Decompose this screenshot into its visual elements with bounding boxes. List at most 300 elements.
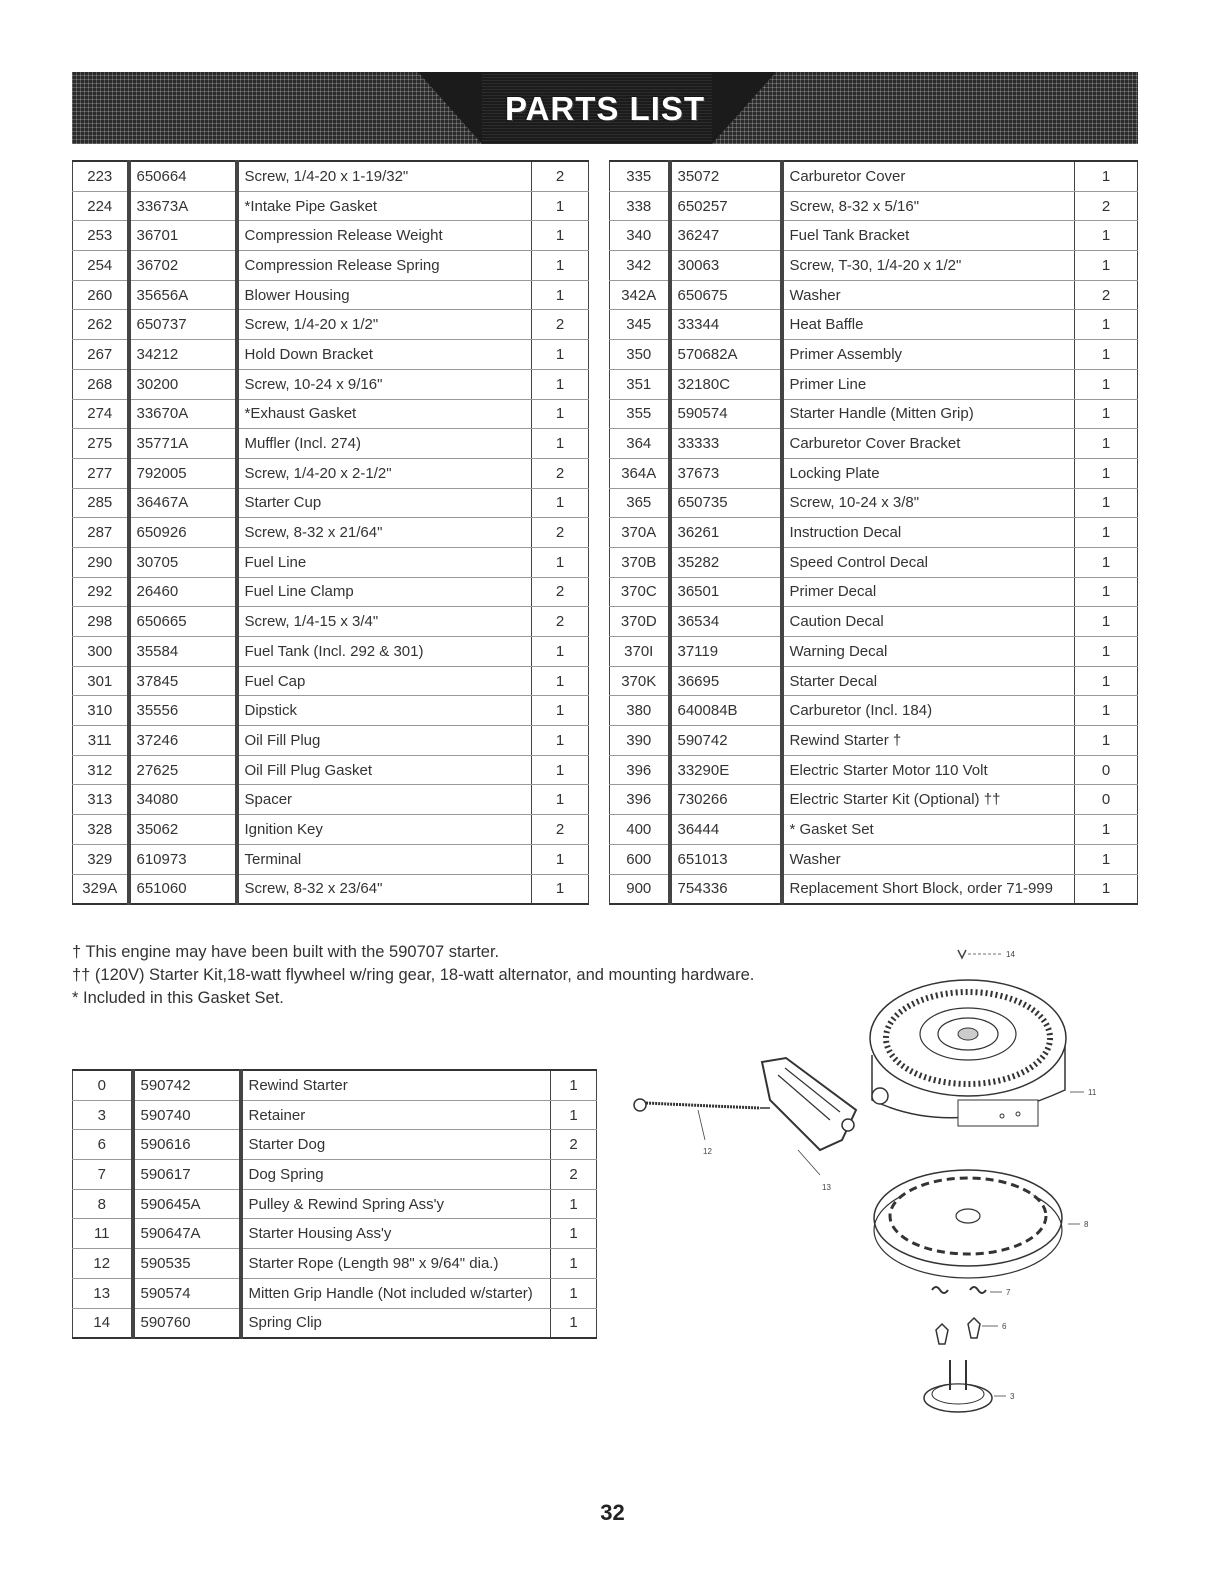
quantity-cell: 1 <box>532 191 589 221</box>
quantity-cell: 2 <box>532 310 589 340</box>
ref-number-cell: 396 <box>610 755 670 785</box>
footnote-gasket-set: * Included in this Gasket Set. <box>72 989 284 1007</box>
footnote-starter: † This engine may have been built with the 590707 starter. <box>72 943 500 961</box>
part-number-cell: 590742 <box>670 726 782 756</box>
quantity-cell: 1 <box>1075 547 1138 577</box>
ref-number-cell: 290 <box>73 547 129 577</box>
part-number-cell: 650257 <box>670 191 782 221</box>
description-cell: Blower Housing <box>237 280 532 310</box>
part-number-cell: 30705 <box>129 547 237 577</box>
part-number-cell: 36695 <box>670 666 782 696</box>
table-row <box>73 1219 597 1249</box>
quantity-cell: 1 <box>551 1308 597 1338</box>
ref-number-cell: 390 <box>610 726 670 756</box>
part-number-cell: 35656A <box>129 280 237 310</box>
description-cell: Muffler (Incl. 274) <box>237 429 532 459</box>
part-number-cell: 36467A <box>129 488 237 518</box>
quantity-cell: 1 <box>1075 874 1138 904</box>
ref-number-cell: 268 <box>73 369 129 399</box>
table-row <box>73 340 589 370</box>
table-row <box>610 429 1138 459</box>
table-row <box>610 844 1138 874</box>
quantity-cell: 1 <box>1075 726 1138 756</box>
table-row <box>73 369 589 399</box>
table-row <box>73 488 589 518</box>
description-cell: Washer <box>782 280 1075 310</box>
spring-clip-part <box>958 950 1015 959</box>
part-number-cell: 570682A <box>670 340 782 370</box>
description-cell: Fuel Cap <box>237 666 532 696</box>
ref-number-cell: 313 <box>73 785 129 815</box>
description-cell: *Exhaust Gasket <box>237 399 532 429</box>
ref-number-cell: 267 <box>73 340 129 370</box>
quantity-cell: 1 <box>1075 310 1138 340</box>
ref-number-cell: 329A <box>73 874 129 904</box>
description-cell: Fuel Line <box>237 547 532 577</box>
ref-number-cell: 262 <box>73 310 129 340</box>
description-cell: Electric Starter Motor 110 Volt <box>782 755 1075 785</box>
table-row <box>73 251 589 281</box>
part-number-cell: 33333 <box>670 429 782 459</box>
quantity-cell: 1 <box>1075 369 1138 399</box>
part-number-cell: 37119 <box>670 637 782 667</box>
quantity-cell: 1 <box>1075 221 1138 251</box>
description-cell: Spring Clip <box>241 1308 551 1338</box>
quantity-cell: 1 <box>1075 844 1138 874</box>
quantity-cell: 1 <box>532 547 589 577</box>
part-number-cell: 650664 <box>129 161 237 191</box>
quantity-cell: 1 <box>1075 251 1138 281</box>
description-cell: Starter Cup <box>237 488 532 518</box>
part-number-cell: 651013 <box>670 844 782 874</box>
starter-housing-part <box>870 980 1097 1126</box>
quantity-cell: 2 <box>532 607 589 637</box>
quantity-cell: 1 <box>532 280 589 310</box>
description-cell: Rewind Starter † <box>782 726 1075 756</box>
ref-number-cell: 380 <box>610 696 670 726</box>
ref-number-cell: 312 <box>73 755 129 785</box>
quantity-cell: 2 <box>1075 280 1138 310</box>
table-row <box>610 310 1138 340</box>
description-cell: Dog Spring <box>241 1160 551 1190</box>
callout-3: 3 <box>1010 1392 1015 1401</box>
description-cell: Fuel Tank (Incl. 292 & 301) <box>237 637 532 667</box>
part-number-cell: 36247 <box>670 221 782 251</box>
table-row <box>73 815 589 845</box>
table-row <box>73 1100 597 1130</box>
quantity-cell: 1 <box>532 399 589 429</box>
table-row <box>610 518 1138 548</box>
description-cell: Screw, 1/4-20 x 2-1/2" <box>237 458 532 488</box>
table-row <box>73 161 589 191</box>
ref-number-cell: 12 <box>73 1249 133 1279</box>
part-number-cell: 36501 <box>670 577 782 607</box>
quantity-cell: 1 <box>551 1249 597 1279</box>
starter-rope-part <box>634 1099 770 1156</box>
quantity-cell: 1 <box>532 755 589 785</box>
callout-11: 11 <box>1088 1088 1097 1097</box>
ref-number-cell: 370I <box>610 637 670 667</box>
table-row <box>73 310 589 340</box>
part-number-cell: 650926 <box>129 518 237 548</box>
quantity-cell: 1 <box>1075 488 1138 518</box>
parts-list-banner <box>72 72 1138 144</box>
ref-number-cell: 285 <box>73 488 129 518</box>
table-row <box>73 221 589 251</box>
description-cell: Screw, 8-32 x 5/16" <box>782 191 1075 221</box>
parts-table-right <box>609 160 1138 905</box>
part-number-cell: 590645A <box>133 1189 241 1219</box>
quantity-cell: 1 <box>532 637 589 667</box>
table-row <box>610 666 1138 696</box>
ref-number-cell: 223 <box>73 161 129 191</box>
ref-number-cell: 342 <box>610 251 670 281</box>
table-row <box>610 369 1138 399</box>
table-row <box>73 191 589 221</box>
description-cell: Starter Decal <box>782 666 1075 696</box>
ref-number-cell: 14 <box>73 1308 133 1338</box>
part-number-cell: 34212 <box>129 340 237 370</box>
part-number-cell: 37673 <box>670 458 782 488</box>
ref-number-cell: 351 <box>610 369 670 399</box>
description-cell: Starter Handle (Mitten Grip) <box>782 399 1075 429</box>
part-number-cell: 35556 <box>129 696 237 726</box>
ref-number-cell: 345 <box>610 310 670 340</box>
ref-number-cell: 274 <box>73 399 129 429</box>
table-row <box>610 488 1138 518</box>
table-row <box>610 785 1138 815</box>
description-cell: Primer Assembly <box>782 340 1075 370</box>
quantity-cell: 1 <box>532 696 589 726</box>
description-cell: Speed Control Decal <box>782 547 1075 577</box>
description-cell: Primer Decal <box>782 577 1075 607</box>
part-number-cell: 792005 <box>129 458 237 488</box>
table-row <box>610 696 1138 726</box>
part-number-cell: 650735 <box>670 488 782 518</box>
part-number-cell: 590617 <box>133 1160 241 1190</box>
ref-number-cell: 342A <box>610 280 670 310</box>
pulley-part <box>874 1170 1089 1278</box>
description-cell: Screw, 10-24 x 3/8" <box>782 488 1075 518</box>
description-cell: Heat Baffle <box>782 310 1075 340</box>
ref-number-cell: 254 <box>73 251 129 281</box>
quantity-cell: 1 <box>532 666 589 696</box>
quantity-cell: 2 <box>1075 191 1138 221</box>
parts-table-left <box>72 160 589 905</box>
quantity-cell: 1 <box>1075 340 1138 370</box>
ref-number-cell: 0 <box>73 1070 133 1100</box>
description-cell: *Intake Pipe Gasket <box>237 191 532 221</box>
ref-number-cell: 400 <box>610 815 670 845</box>
table-row <box>73 666 589 696</box>
quantity-cell: 1 <box>532 369 589 399</box>
part-number-cell: 590535 <box>133 1249 241 1279</box>
part-number-cell: 36701 <box>129 221 237 251</box>
quantity-cell: 1 <box>1075 429 1138 459</box>
ref-number-cell: 11 <box>73 1219 133 1249</box>
part-number-cell: 650665 <box>129 607 237 637</box>
description-cell: Locking Plate <box>782 458 1075 488</box>
quantity-cell: 1 <box>532 429 589 459</box>
ref-number-cell: 365 <box>610 488 670 518</box>
description-cell: Carburetor Cover <box>782 161 1075 191</box>
table-row <box>73 458 589 488</box>
description-cell: Compression Release Spring <box>237 251 532 281</box>
ref-number-cell: 338 <box>610 191 670 221</box>
part-number-cell: 651060 <box>129 874 237 904</box>
rewind-starter-exploded-diagram <box>610 940 1130 1440</box>
ref-number-cell: 370B <box>610 547 670 577</box>
part-number-cell: 590740 <box>133 1100 241 1130</box>
quantity-cell: 1 <box>1075 696 1138 726</box>
table-row <box>610 191 1138 221</box>
description-cell: Screw, T-30, 1/4-20 x 1/2" <box>782 251 1075 281</box>
dog-spring-part <box>932 1287 1011 1297</box>
quantity-cell: 1 <box>551 1219 597 1249</box>
table-row <box>73 577 589 607</box>
quantity-cell: 1 <box>532 251 589 281</box>
table-row <box>610 607 1138 637</box>
description-cell: Pulley & Rewind Spring Ass'y <box>241 1189 551 1219</box>
part-number-cell: 36261 <box>670 518 782 548</box>
table-row <box>610 251 1138 281</box>
table-row <box>610 340 1138 370</box>
table-row <box>73 874 589 904</box>
table-row <box>610 399 1138 429</box>
ref-number-cell: 370D <box>610 607 670 637</box>
callout-12: 12 <box>703 1147 712 1156</box>
description-cell: Mitten Grip Handle (Not included w/starter) <box>241 1278 551 1308</box>
table-row <box>73 637 589 667</box>
ref-number-cell: 396 <box>610 785 670 815</box>
ref-number-cell: 340 <box>610 221 670 251</box>
part-number-cell: 754336 <box>670 874 782 904</box>
ref-number-cell: 277 <box>73 458 129 488</box>
table-row <box>73 696 589 726</box>
ref-number-cell: 292 <box>73 577 129 607</box>
ref-number-cell: 300 <box>73 637 129 667</box>
part-number-cell: 590616 <box>133 1130 241 1160</box>
part-number-cell: 36702 <box>129 251 237 281</box>
ref-number-cell: 311 <box>73 726 129 756</box>
ref-number-cell: 310 <box>73 696 129 726</box>
quantity-cell: 1 <box>551 1100 597 1130</box>
table-row <box>73 726 589 756</box>
callout-13: 13 <box>822 1183 831 1192</box>
table-row <box>610 755 1138 785</box>
part-number-cell: 34080 <box>129 785 237 815</box>
description-cell: Starter Dog <box>241 1130 551 1160</box>
table-row <box>610 547 1138 577</box>
ref-number-cell: 350 <box>610 340 670 370</box>
quantity-cell: 1 <box>1075 666 1138 696</box>
description-cell: Fuel Tank Bracket <box>782 221 1075 251</box>
ref-number-cell: 224 <box>73 191 129 221</box>
description-cell: Oil Fill Plug <box>237 726 532 756</box>
part-number-cell: 30063 <box>670 251 782 281</box>
quantity-cell: 1 <box>551 1278 597 1308</box>
quantity-cell: 1 <box>1075 577 1138 607</box>
part-number-cell: 640084B <box>670 696 782 726</box>
description-cell: Screw, 1/4-20 x 1/2" <box>237 310 532 340</box>
quantity-cell: 2 <box>532 577 589 607</box>
parts-table-starter <box>72 1069 597 1339</box>
description-cell: Warning Decal <box>782 637 1075 667</box>
table-row <box>73 785 589 815</box>
ref-number-cell: 13 <box>73 1278 133 1308</box>
part-number-cell: 35771A <box>129 429 237 459</box>
part-number-cell: 33670A <box>129 399 237 429</box>
part-number-cell: 33344 <box>670 310 782 340</box>
table-row <box>73 607 589 637</box>
table-row <box>610 726 1138 756</box>
description-cell: Instruction Decal <box>782 518 1075 548</box>
description-cell: Screw, 10-24 x 9/16" <box>237 369 532 399</box>
table-row <box>73 547 589 577</box>
quantity-cell: 1 <box>1075 607 1138 637</box>
part-number-cell: 32180C <box>670 369 782 399</box>
table-row <box>610 637 1138 667</box>
description-cell: * Gasket Set <box>782 815 1075 845</box>
quantity-cell: 2 <box>532 518 589 548</box>
quantity-cell: 1 <box>1075 637 1138 667</box>
quantity-cell: 2 <box>532 458 589 488</box>
quantity-cell: 2 <box>532 815 589 845</box>
part-number-cell: 590574 <box>133 1278 241 1308</box>
part-number-cell: 35062 <box>129 815 237 845</box>
description-cell: Ignition Key <box>237 815 532 845</box>
part-number-cell: 590742 <box>133 1070 241 1100</box>
quantity-cell: 1 <box>532 844 589 874</box>
description-cell: Screw, 8-32 x 23/64" <box>237 874 532 904</box>
description-cell: Hold Down Bracket <box>237 340 532 370</box>
table-row <box>610 874 1138 904</box>
quantity-cell: 2 <box>532 161 589 191</box>
quantity-cell: 2 <box>551 1160 597 1190</box>
ref-number-cell: 600 <box>610 844 670 874</box>
ref-number-cell: 370A <box>610 518 670 548</box>
ref-number-cell: 355 <box>610 399 670 429</box>
table-row <box>73 1189 597 1219</box>
part-number-cell: 590647A <box>133 1219 241 1249</box>
part-number-cell: 35072 <box>670 161 782 191</box>
ref-number-cell: 364 <box>610 429 670 459</box>
part-number-cell: 590574 <box>670 399 782 429</box>
part-number-cell: 590760 <box>133 1308 241 1338</box>
ref-number-cell: 298 <box>73 607 129 637</box>
ref-number-cell: 370C <box>610 577 670 607</box>
part-number-cell: 650675 <box>670 280 782 310</box>
description-cell: Electric Starter Kit (Optional) †† <box>782 785 1075 815</box>
quantity-cell: 0 <box>1075 755 1138 785</box>
table-row <box>73 1249 597 1279</box>
description-cell: Starter Housing Ass'y <box>241 1219 551 1249</box>
ref-number-cell: 900 <box>610 874 670 904</box>
part-number-cell: 27625 <box>129 755 237 785</box>
starter-dog-part <box>936 1318 1007 1344</box>
part-number-cell: 33290E <box>670 755 782 785</box>
table-row <box>73 429 589 459</box>
part-number-cell: 36534 <box>670 607 782 637</box>
description-cell: Fuel Line Clamp <box>237 577 532 607</box>
table-row <box>73 1278 597 1308</box>
part-number-cell: 35584 <box>129 637 237 667</box>
description-cell: Carburetor Cover Bracket <box>782 429 1075 459</box>
description-cell: Carburetor (Incl. 184) <box>782 696 1075 726</box>
ref-number-cell: 370K <box>610 666 670 696</box>
quantity-cell: 1 <box>532 340 589 370</box>
ref-number-cell: 8 <box>73 1189 133 1219</box>
ref-number-cell: 3 <box>73 1100 133 1130</box>
table-row <box>73 1160 597 1190</box>
description-cell: Screw, 1/4-20 x 1-19/32" <box>237 161 532 191</box>
part-number-cell: 30200 <box>129 369 237 399</box>
callout-7: 7 <box>1006 1288 1011 1297</box>
table-row <box>610 458 1138 488</box>
table-row <box>73 844 589 874</box>
ref-number-cell: 260 <box>73 280 129 310</box>
table-row <box>73 280 589 310</box>
mitten-grip-handle-part <box>762 1058 856 1192</box>
description-cell: Compression Release Weight <box>237 221 532 251</box>
table-row <box>610 280 1138 310</box>
quantity-cell: 1 <box>551 1070 597 1100</box>
quantity-cell: 1 <box>532 488 589 518</box>
quantity-cell: 1 <box>1075 161 1138 191</box>
part-number-cell: 37246 <box>129 726 237 756</box>
part-number-cell: 610973 <box>129 844 237 874</box>
description-cell: Dipstick <box>237 696 532 726</box>
table-row <box>73 1308 597 1338</box>
part-number-cell: 33673A <box>129 191 237 221</box>
ref-number-cell: 253 <box>73 221 129 251</box>
footnote-starter-kit: †† (120V) Starter Kit,18-watt flywheel w/ring gear, 18-watt alternator, and mounting hardware. <box>72 966 755 984</box>
description-cell: Retainer <box>241 1100 551 1130</box>
quantity-cell: 1 <box>532 874 589 904</box>
ref-number-cell: 335 <box>610 161 670 191</box>
callout-14: 14 <box>1006 950 1015 959</box>
table-row <box>610 161 1138 191</box>
part-number-cell: 36444 <box>670 815 782 845</box>
callout-6: 6 <box>1002 1322 1007 1331</box>
table-row <box>610 815 1138 845</box>
part-number-cell: 35282 <box>670 547 782 577</box>
callout-8: 8 <box>1084 1220 1089 1229</box>
description-cell: Replacement Short Block, order 71-999 <box>782 874 1075 904</box>
description-cell: Oil Fill Plug Gasket <box>237 755 532 785</box>
part-number-cell: 650737 <box>129 310 237 340</box>
table-row <box>610 577 1138 607</box>
quantity-cell: 1 <box>551 1189 597 1219</box>
description-cell: Screw, 8-32 x 21/64" <box>237 518 532 548</box>
ref-number-cell: 301 <box>73 666 129 696</box>
quantity-cell: 0 <box>1075 785 1138 815</box>
quantity-cell: 2 <box>551 1130 597 1160</box>
part-number-cell: 26460 <box>129 577 237 607</box>
quantity-cell: 1 <box>1075 458 1138 488</box>
quantity-cell: 1 <box>532 785 589 815</box>
description-cell: Rewind Starter <box>241 1070 551 1100</box>
page-title: PARTS LIST <box>504 90 706 127</box>
description-cell: Caution Decal <box>782 607 1075 637</box>
part-number-cell: 730266 <box>670 785 782 815</box>
table-row <box>73 755 589 785</box>
quantity-cell: 1 <box>532 221 589 251</box>
retainer-part <box>924 1360 1015 1412</box>
ref-number-cell: 329 <box>73 844 129 874</box>
ref-number-cell: 275 <box>73 429 129 459</box>
ref-number-cell: 6 <box>73 1130 133 1160</box>
